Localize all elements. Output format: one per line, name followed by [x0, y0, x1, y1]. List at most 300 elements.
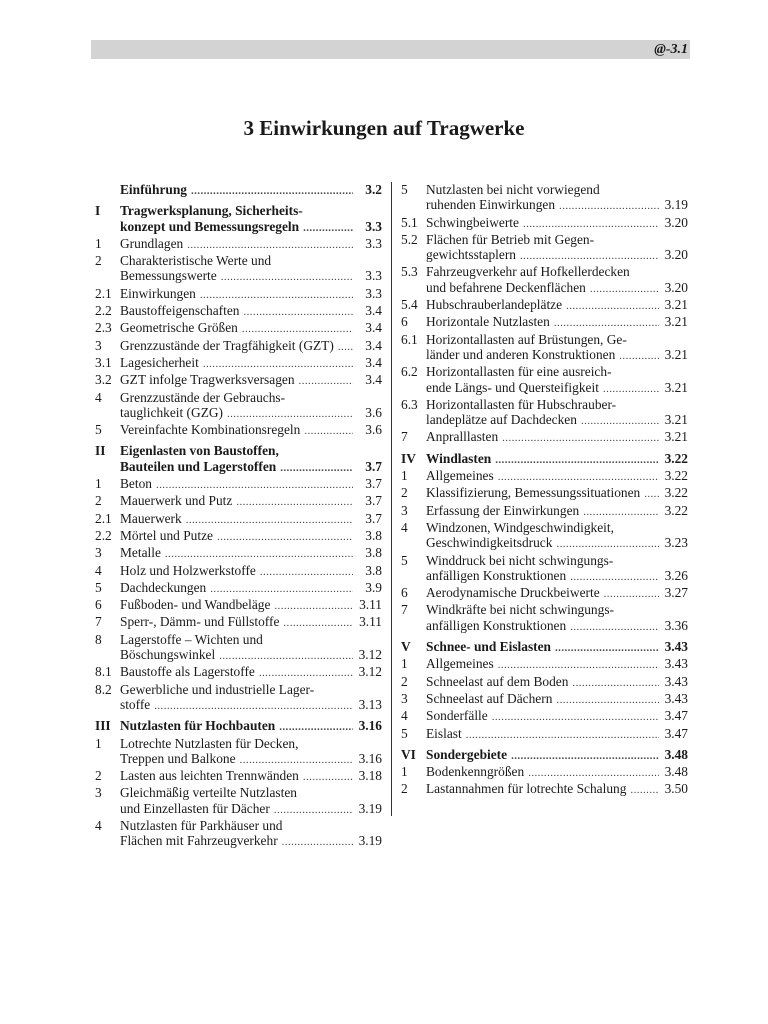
toc-page-number: 3.3	[365, 268, 382, 284]
toc-page-number: 3.19	[664, 197, 688, 213]
dot-leader	[581, 414, 659, 429]
toc-page-number: 3.3	[365, 235, 382, 251]
toc-entry-number: 5.3	[401, 264, 418, 280]
toc-entry-number: 3	[95, 545, 102, 561]
toc-entry-number: 2	[401, 781, 408, 797]
toc-entry[interactable]	[401, 691, 688, 708]
toc-entry-title: Vereinfachte Kombinationsregeln	[120, 422, 301, 438]
toc-entry-title: Lastannahmen für lotrechte Schalung	[426, 781, 627, 797]
toc-entry-title: und befahrene Deckenflächen	[426, 279, 586, 295]
toc-entry[interactable]	[95, 236, 382, 253]
toc-page-number: 3.6	[365, 404, 382, 420]
toc-entry-number: 2.2	[95, 527, 112, 543]
toc-entry-title: Erfassung der Einwirkungen	[426, 502, 580, 518]
toc-entry[interactable]	[401, 332, 688, 365]
toc-page-number: 3.43	[664, 673, 688, 689]
toc-entry[interactable]	[401, 656, 688, 673]
toc-entry-number: 5.1	[401, 214, 418, 230]
toc-page-number: 3.48	[664, 764, 688, 780]
toc-entry-title: Fußboden- und Wandbeläge	[120, 597, 271, 613]
toc-entry[interactable]	[95, 664, 382, 681]
dot-leader	[282, 835, 353, 850]
toc-section-entry[interactable]	[401, 639, 688, 656]
dot-leader	[236, 495, 353, 510]
dot-leader	[572, 676, 659, 691]
toc-page-number: 3.8	[365, 562, 382, 578]
toc-entry-title: anfälligen Konstruktionen	[426, 617, 567, 633]
toc-entry-number: 4	[401, 519, 408, 535]
toc-entry[interactable]	[95, 768, 382, 785]
dot-leader	[554, 316, 659, 331]
toc-entry[interactable]	[401, 264, 688, 297]
dot-leader	[523, 217, 659, 232]
toc-section-entry[interactable]	[95, 718, 382, 735]
dot-leader	[559, 199, 659, 214]
toc-entry-title: Fahrzeugverkehr auf Hofkellerdecken	[426, 264, 630, 280]
toc-entry-number: 7	[401, 429, 408, 445]
toc-entry-title: Anpralllasten	[426, 429, 499, 445]
toc-entry-number: 5	[401, 182, 408, 197]
toc-page-number: 3.7	[365, 458, 382, 474]
toc-entry-title: stoffe	[120, 696, 151, 712]
toc-entry-title: Flächen mit Fahrzeugverkehr	[120, 833, 278, 849]
toc-entry-title: Charakteristische Werte und	[120, 253, 272, 269]
toc-page-number: 3.20	[664, 247, 688, 263]
toc-page-number: 3.26	[664, 567, 688, 583]
toc-page-number: 3.43	[664, 639, 688, 655]
toc-entry-number: 5	[401, 725, 408, 741]
toc-entry[interactable]	[95, 422, 382, 439]
toc-entry[interactable]	[401, 232, 688, 265]
toc-entry-title: Grenzzustände der Tragfähigkeit (GZT)	[120, 337, 334, 353]
toc-entry[interactable]	[95, 818, 382, 851]
toc-entry-number: 2.3	[95, 320, 112, 336]
page-code: @-3.1	[654, 42, 688, 57]
dot-leader	[492, 710, 659, 725]
toc-entry-number: 3	[401, 502, 408, 518]
dot-leader	[299, 374, 353, 389]
toc-page-number: 3.4	[365, 372, 382, 388]
toc-entry[interactable]	[401, 764, 688, 781]
toc-entry[interactable]	[401, 503, 688, 520]
toc-page-number: 3.11	[359, 614, 382, 630]
toc-entry-number: 2	[95, 768, 102, 784]
toc-entry[interactable]	[95, 736, 382, 769]
column-divider	[391, 182, 392, 816]
dot-leader	[528, 766, 659, 781]
toc-entry-number: 8	[95, 631, 102, 647]
toc-page-number: 3.20	[664, 279, 688, 295]
toc-page-number: 3.20	[664, 214, 688, 230]
toc-entry-number: I	[95, 203, 101, 219]
toc-entry-number: 1	[95, 476, 102, 492]
dot-leader	[156, 478, 353, 493]
toc-page-number: 3.43	[664, 690, 688, 706]
toc-entry[interactable]	[95, 286, 382, 303]
dot-leader	[502, 431, 659, 446]
dot-leader	[274, 803, 353, 818]
toc-page-number: 3.11	[359, 597, 382, 613]
toc-entry-number: 6	[401, 314, 408, 330]
toc-page-number: 3.43	[664, 656, 688, 672]
dot-leader	[644, 487, 659, 502]
toc-page-number: 3.4	[365, 303, 382, 319]
toc-entry-title: Allgemeines	[426, 656, 494, 672]
toc-entry[interactable]	[401, 708, 688, 725]
toc-section-entry[interactable]	[95, 203, 382, 236]
toc-page-number: 3.22	[664, 450, 688, 466]
toc-entry[interactable]	[401, 364, 688, 397]
toc-entry-title: tauglichkeit (GZG)	[120, 404, 223, 420]
toc-entry-number: 6.1	[401, 331, 418, 347]
toc-entry[interactable]	[95, 338, 382, 355]
toc-entry[interactable]	[401, 397, 688, 430]
dot-leader	[495, 453, 659, 468]
toc-entry[interactable]	[401, 602, 688, 635]
toc-entry-number: 2	[95, 253, 102, 269]
toc-entry-title: Schneelast auf Dächern	[426, 690, 553, 706]
toc-page-number: 3.8	[365, 527, 382, 543]
toc-entry-number: 4	[401, 708, 408, 724]
dot-leader	[259, 666, 353, 681]
toc-entry[interactable]	[95, 372, 382, 389]
dot-leader	[243, 305, 353, 320]
toc-entry-title: konzept und Bemessungsregeln	[120, 218, 300, 234]
toc-entry-title: Windkräfte bei nicht schwingungs-	[426, 602, 614, 618]
toc-page-number: 3.19	[358, 833, 382, 849]
toc-entry-title: Holz und Holzwerkstoffe	[120, 562, 256, 578]
toc-page-number: 3.21	[664, 429, 688, 445]
toc-entry-number: 6.3	[401, 396, 418, 412]
toc-entry-title: Böschungswinkel	[120, 647, 216, 663]
toc-entry[interactable]	[401, 781, 688, 798]
toc-entry-title: Mauerwerk und Putz	[120, 493, 233, 509]
toc-entry-number: 1	[401, 468, 408, 484]
toc-entry-title: Geschwindigkeitsdruck	[426, 535, 553, 551]
dot-leader	[219, 649, 353, 664]
toc-entry-number: VI	[401, 746, 416, 762]
toc-entry[interactable]	[95, 253, 382, 286]
toc-entry-title: Horizontallasten für Hubschrauber-	[426, 396, 617, 412]
dot-leader	[511, 749, 659, 764]
toc-entry-title: GZT infolge Tragwerksversagen	[120, 372, 295, 388]
toc-entry-title: und Einzellasten für Dächer	[120, 800, 270, 816]
toc-page-number: 3.50	[664, 781, 688, 797]
toc-entry-number: 5	[95, 579, 102, 595]
toc-entry[interactable]	[401, 314, 688, 331]
chapter-title: 3 Einwirkungen auf Tragwerke	[243, 116, 525, 140]
toc-entry[interactable]	[95, 580, 382, 597]
toc-entry-title: Gleichmäßig verteilte Nutzlasten	[120, 785, 297, 801]
toc-entry-number: III	[95, 718, 111, 734]
toc-entry-number: 2.2	[95, 303, 112, 319]
toc-page-number: 3.7	[365, 476, 382, 492]
dot-leader	[154, 699, 353, 714]
toc-entry[interactable]	[95, 528, 382, 545]
toc-page-number: 3.12	[358, 647, 382, 663]
dot-leader	[555, 641, 659, 656]
toc-entry[interactable]	[401, 297, 688, 314]
toc-entry-number: 4	[95, 817, 102, 833]
toc-entry[interactable]	[401, 553, 688, 586]
toc-entry-number: 6.2	[401, 364, 418, 380]
toc-entry-title: Gewerbliche und industrielle Lager-	[120, 681, 315, 697]
toc-entry-title: Horizontale Nutzlasten	[426, 314, 550, 330]
toc-entry[interactable]	[95, 682, 382, 715]
toc-page-number: 3.4	[365, 354, 382, 370]
toc-page-number: 3.22	[664, 485, 688, 501]
dot-leader	[210, 582, 353, 597]
toc-entry-number: 5	[401, 552, 408, 568]
toc-section-entry[interactable]	[401, 747, 688, 764]
toc-entry[interactable]	[401, 215, 688, 232]
dot-leader	[583, 505, 659, 520]
toc-entry-title: Sondergebiete	[426, 746, 508, 762]
toc-entry-title: Sonderfälle	[426, 708, 488, 724]
toc-entry-number: 5	[95, 422, 102, 438]
toc-page-number: 3.21	[664, 314, 688, 330]
toc-page-number: 3.13	[358, 696, 382, 712]
toc-entry-number: 2	[401, 673, 408, 689]
toc-entry-title: Nutzlasten bei nicht vorwiegend	[426, 182, 600, 197]
toc-page-number: 3.6	[365, 422, 382, 438]
toc-page-number: 3.48	[664, 746, 688, 762]
toc-entry[interactable]	[401, 485, 688, 502]
toc-entry-title: Mörtel und Putze	[120, 527, 213, 543]
toc-entry-number: 4	[95, 562, 102, 578]
dot-leader	[279, 720, 353, 735]
toc-entry-title: Horizontallasten für eine ausreich-	[426, 364, 612, 380]
toc-entry-title: länder und anderen Konstruktionen	[426, 346, 616, 362]
toc-entry[interactable]	[401, 585, 688, 602]
toc-section-entry[interactable]	[95, 443, 382, 476]
dot-leader	[203, 357, 353, 372]
toc-entry-number: 6	[401, 585, 408, 601]
toc-entry-number: 8.1	[95, 664, 112, 680]
toc-entry-title: Mauerwerk	[120, 510, 182, 526]
toc-entry[interactable]	[95, 390, 382, 423]
toc-entry-title: Windzonen, Windgeschwindigkeit,	[426, 519, 614, 535]
toc-entry-title: Eislast	[426, 725, 462, 741]
toc-entry[interactable]	[95, 563, 382, 580]
toc-entry[interactable]	[95, 511, 382, 528]
dot-leader	[570, 620, 659, 635]
toc-page-number: 3.22	[664, 502, 688, 518]
toc-entry-number: 3.1	[95, 354, 112, 370]
header-bar	[91, 40, 690, 59]
toc-entry-title: Lagerstoffe – Wichten und	[120, 631, 263, 647]
dot-leader	[217, 530, 353, 545]
toc-page-number: 3.21	[664, 379, 688, 395]
dot-leader	[280, 461, 353, 476]
toc-entry-title: Bemessungswerte	[120, 268, 217, 284]
toc-page-number: 3.2	[365, 182, 382, 197]
toc-entry-title: Metalle	[120, 545, 161, 561]
toc-entry-number: 5.2	[401, 231, 418, 247]
toc-entry[interactable]	[95, 355, 382, 372]
toc-entry-number: V	[401, 639, 411, 655]
dot-leader	[556, 693, 659, 708]
toc-entry[interactable]	[95, 545, 382, 562]
toc-page-number: 3.21	[664, 412, 688, 428]
dot-leader	[619, 349, 659, 364]
toc-entry[interactable]	[401, 182, 688, 215]
toc-entry-number: 3	[95, 785, 102, 801]
toc-page-number: 3.21	[664, 297, 688, 313]
dot-leader	[630, 783, 659, 798]
dot-leader	[303, 221, 353, 236]
toc-page-number: 3.16	[358, 718, 382, 734]
toc-entry-number: 1	[95, 735, 102, 751]
toc-entry-title: Lagesicherheit	[120, 354, 199, 370]
dot-leader	[466, 728, 659, 743]
toc-entry[interactable]	[401, 429, 688, 446]
dot-leader	[227, 407, 353, 422]
toc-entry-title: Beton	[120, 476, 152, 492]
toc-page-number: 3.19	[358, 800, 382, 816]
toc-entry-number: 2	[95, 493, 102, 509]
toc-entry-number: 1	[95, 235, 102, 251]
toc-entry[interactable]	[95, 632, 382, 665]
toc-entry-title: Winddruck bei nicht schwingungs-	[426, 552, 614, 568]
toc-entry-title: Hubschrauberlandeplätze	[426, 297, 563, 313]
toc-entry-title: Einführung	[120, 182, 187, 197]
toc-entry-title: Dachdeckungen	[120, 579, 207, 595]
toc-page-number: 3.3	[365, 218, 382, 234]
toc-entry-number: IV	[401, 450, 416, 466]
toc-entry-title: Bodenkenngrößen	[426, 764, 525, 780]
toc-entry-number: 1	[401, 764, 408, 780]
toc-entry[interactable]	[95, 614, 382, 631]
toc-entry-number: 3.2	[95, 372, 112, 388]
dot-leader	[338, 340, 353, 355]
dot-leader	[165, 547, 353, 562]
toc-entry-title: Tragwerksplanung, Sicherheits-	[120, 203, 303, 219]
toc-entry-title: Lotrechte Nutzlasten für Decken,	[120, 735, 299, 751]
toc-entry-number: II	[95, 443, 106, 459]
dot-leader	[556, 537, 659, 552]
toc-page-number: 3.47	[664, 708, 688, 724]
toc-entry-title: gewichtsstaplern	[426, 247, 516, 263]
toc-entry-title: Allgemeines	[426, 468, 494, 484]
toc-entry[interactable]	[401, 468, 688, 485]
toc-page-number: 3.18	[358, 768, 382, 784]
dot-leader	[498, 658, 659, 673]
toc-right-column	[401, 182, 688, 799]
toc-entry-title: Sperr-, Dämm- und Füllstoffe	[120, 614, 280, 630]
dot-leader	[186, 513, 353, 528]
toc-entry-title: anfälligen Konstruktionen	[426, 567, 567, 583]
toc-entry-number: 2.1	[95, 510, 112, 526]
toc-page-number: 3.36	[664, 617, 688, 633]
toc-entry-title: Baustoffe als Lagerstoffe	[120, 664, 255, 680]
toc-entry-title: Horizontallasten auf Brüstungen, Ge-	[426, 331, 627, 347]
toc-entry-title: Aerodynamische Druckbeiwerte	[426, 585, 600, 601]
toc-entry[interactable]	[95, 476, 382, 493]
dot-leader	[221, 270, 353, 285]
toc-page-number: 3.4	[365, 337, 382, 353]
toc-entry-title: Schnee- und Eislasten	[426, 639, 552, 655]
toc-entry[interactable]	[401, 674, 688, 691]
dot-leader	[242, 322, 353, 337]
dot-leader	[187, 238, 353, 253]
toc-entry-number: 2	[401, 485, 408, 501]
toc-left-column	[95, 182, 382, 851]
toc-entry-title: Grundlagen	[120, 235, 184, 251]
toc-entry-number: 8.2	[95, 681, 112, 697]
toc-entry-number: 2.1	[95, 285, 112, 301]
toc-entry[interactable]	[95, 597, 382, 614]
toc-entry-title: Nutzlasten für Parkhäuser und	[120, 817, 283, 833]
toc-entry-title: Schwingbeiwerte	[426, 214, 519, 230]
toc-page-number: 3.47	[664, 725, 688, 741]
toc-entry-title: Windlasten	[426, 450, 492, 466]
dot-leader	[303, 770, 353, 785]
toc-entry-number: 7	[401, 602, 408, 618]
toc-entry-title: Nutzlasten für Hochbauten	[120, 718, 276, 734]
toc-page-number: 3.23	[664, 535, 688, 551]
toc-entry-title: Lasten aus leichten Trennwänden	[120, 768, 299, 784]
dot-leader	[520, 249, 659, 264]
dot-leader	[283, 616, 353, 631]
toc-entry[interactable]	[95, 785, 382, 818]
toc-page-number: 3.9	[365, 579, 382, 595]
toc-page-number: 3.21	[664, 346, 688, 362]
toc-entry[interactable]	[95, 493, 382, 510]
toc-entry-title: Einwirkungen	[120, 285, 196, 301]
dot-leader	[570, 570, 659, 585]
toc-page-number: 3.27	[664, 585, 688, 601]
toc-entry-title: Baustoffeigenschaften	[120, 303, 240, 319]
toc-page-number: 3.7	[365, 493, 382, 509]
toc-entry-number: 3	[401, 690, 408, 706]
toc-entry-title: landeplätze auf Dachdecken	[426, 412, 577, 428]
toc-entry-number: 3	[95, 337, 102, 353]
toc-entry-title: Treppen und Balkone	[120, 750, 236, 766]
toc-page-number: 3.3	[365, 285, 382, 301]
dot-leader	[191, 184, 353, 199]
dot-leader	[603, 382, 659, 397]
dot-leader	[498, 470, 659, 485]
dot-leader	[304, 424, 353, 439]
toc-entry-title: Bauteilen und Lagerstoffen	[120, 458, 277, 474]
toc-entry-number: 6	[95, 597, 102, 613]
toc-page-number: 3.22	[664, 468, 688, 484]
toc-section-entry[interactable]	[95, 182, 382, 199]
toc-entry-number: 4	[95, 389, 102, 405]
toc-entry-title: Schneelast auf dem Boden	[426, 673, 569, 689]
toc-page-number: 3.16	[358, 750, 382, 766]
toc-entry-title: ruhenden Einwirkungen	[426, 197, 556, 213]
toc-entry-title: ende Längs- und Quersteifigkeit	[426, 379, 599, 395]
toc-section-entry[interactable]	[401, 451, 688, 468]
toc-page-number: 3.8	[365, 545, 382, 561]
dot-leader	[566, 299, 659, 314]
toc-entry-title: Geometrische Größen	[120, 320, 238, 336]
toc-entry-title: Grenzzustände der Gebrauchs-	[120, 389, 286, 405]
toc-entry[interactable]	[401, 726, 688, 743]
dot-leader	[590, 282, 659, 297]
toc-entry[interactable]	[95, 303, 382, 320]
toc-page-number: 3.4	[365, 320, 382, 336]
dot-leader	[200, 288, 353, 303]
toc-entry-title: Eigenlasten von Baustoffen,	[120, 443, 279, 459]
toc-entry-title: Flächen für Betrieb mit Gegen-	[426, 231, 595, 247]
toc-entry-number: 5.4	[401, 297, 418, 313]
toc-entry-number: 7	[95, 614, 102, 630]
toc-entry[interactable]	[401, 520, 688, 553]
toc-entry[interactable]	[95, 320, 382, 337]
